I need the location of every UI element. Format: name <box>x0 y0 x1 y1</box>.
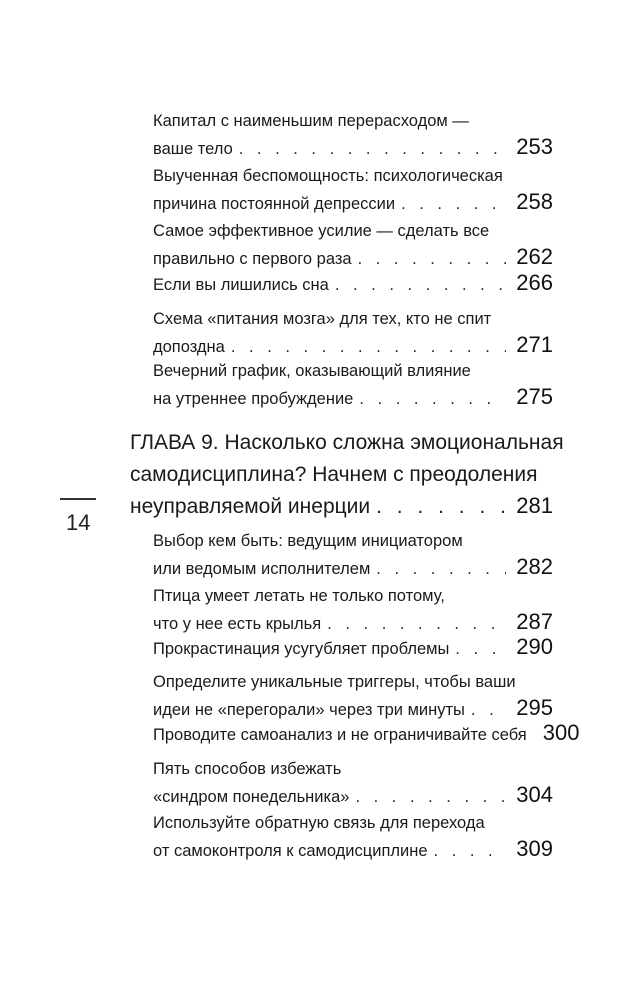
dot-leader <box>355 784 506 810</box>
entry-page-number: 253 <box>516 134 553 159</box>
chapter-title-line: неуправляемой инерции <box>130 495 371 518</box>
entry-title-line: причина постоянной депрессии <box>153 195 396 213</box>
toc-entry <box>153 108 553 162</box>
toc-entry <box>153 163 553 217</box>
entry-title-line: Самое эффективное усилие — сделать все <box>153 222 490 240</box>
entry-page-number: 282 <box>516 554 553 579</box>
entry-title-line: Вечерний график, оказывающий влияние <box>153 362 471 380</box>
entry-title-line: Проводите самоанализ и не ограничивайте себя <box>153 726 527 744</box>
entry-page-number: 295 <box>516 695 553 720</box>
entry-title-line: Выбор кем быть: ведущим инициатором <box>153 532 463 550</box>
dot-leader <box>401 191 506 217</box>
entry-title-line: Определите уникальные триггеры, чтобы ваши <box>153 673 516 691</box>
dot-leader <box>376 556 506 582</box>
toc-entry <box>153 218 553 272</box>
entry-page-number: 281 <box>516 493 553 518</box>
dot-leader <box>434 838 507 864</box>
toc-entry <box>153 306 553 360</box>
page-number-rule <box>60 498 96 500</box>
chapter-title-line: ГЛАВА 9. Насколько сложна эмоциональная <box>130 431 564 454</box>
entry-title-line: Используйте обратную связь для перехода <box>153 814 485 832</box>
toc-entry <box>153 634 553 662</box>
chapter-heading-entry <box>130 427 564 523</box>
entry-page-number: 300 <box>542 720 580 745</box>
entry-title-line: Птица умеет летать не только потому, <box>153 587 445 605</box>
entry-page-number: 275 <box>516 384 553 409</box>
toc-entry <box>153 358 553 412</box>
entry-page-number: 304 <box>516 782 553 807</box>
entry-page-number: 287 <box>516 609 553 634</box>
dot-leader <box>231 334 506 360</box>
entry-title-line: Пять способов избежать <box>153 760 342 778</box>
page-number: 14 <box>66 510 91 535</box>
toc-entry <box>153 583 553 637</box>
toc-entry <box>153 720 580 748</box>
entry-title-line: что у нее есть крылья <box>153 615 322 633</box>
dot-leader <box>358 246 507 272</box>
dot-leader <box>359 386 506 412</box>
entry-title-line: Если вы лишились сна <box>153 276 329 294</box>
toc-entry <box>153 528 553 582</box>
chapter-title-line: самодисциплина? Начнем с преодоления <box>130 462 538 486</box>
entry-title-line: идеи не «перегорали» через три минуты <box>153 701 465 719</box>
entry-page-number: 271 <box>516 332 553 357</box>
entry-page-number: 262 <box>516 244 553 269</box>
entry-title-line: Выученная беспомощность: психологическая <box>153 167 503 185</box>
dot-leader <box>376 491 506 523</box>
entry-title-line: Схема «питания мозга» для тех, кто не спит <box>153 310 492 328</box>
entry-page-number: 258 <box>516 189 553 214</box>
entry-title-line: Прокрастинация усугубляет проблемы <box>153 640 450 658</box>
entry-title-line: или ведомым исполнителем <box>153 560 371 578</box>
dot-leader <box>335 272 506 298</box>
entry-title-line: «синдром понедельника» <box>153 788 350 806</box>
entry-title-line: на утреннее пробуждение <box>153 390 354 408</box>
dot-leader <box>455 636 506 662</box>
entry-title-line: правильно с первого раза <box>153 250 352 268</box>
toc-entry <box>153 756 553 810</box>
dot-leader <box>239 136 507 162</box>
entry-page-number: 290 <box>516 634 553 659</box>
entry-page-number: 309 <box>516 836 553 861</box>
toc-entry <box>153 810 553 864</box>
entry-title-line: ваше тело <box>153 140 233 158</box>
toc-entry <box>153 669 553 723</box>
entry-title-line: от самоконтроля к самодисциплине <box>153 842 428 860</box>
entry-page-number: 266 <box>516 270 553 295</box>
entry-title-line: Капитал с наименьшим перерасходом — <box>153 112 469 130</box>
entry-title-line: допоздна <box>153 338 225 356</box>
toc-entry <box>153 270 553 298</box>
